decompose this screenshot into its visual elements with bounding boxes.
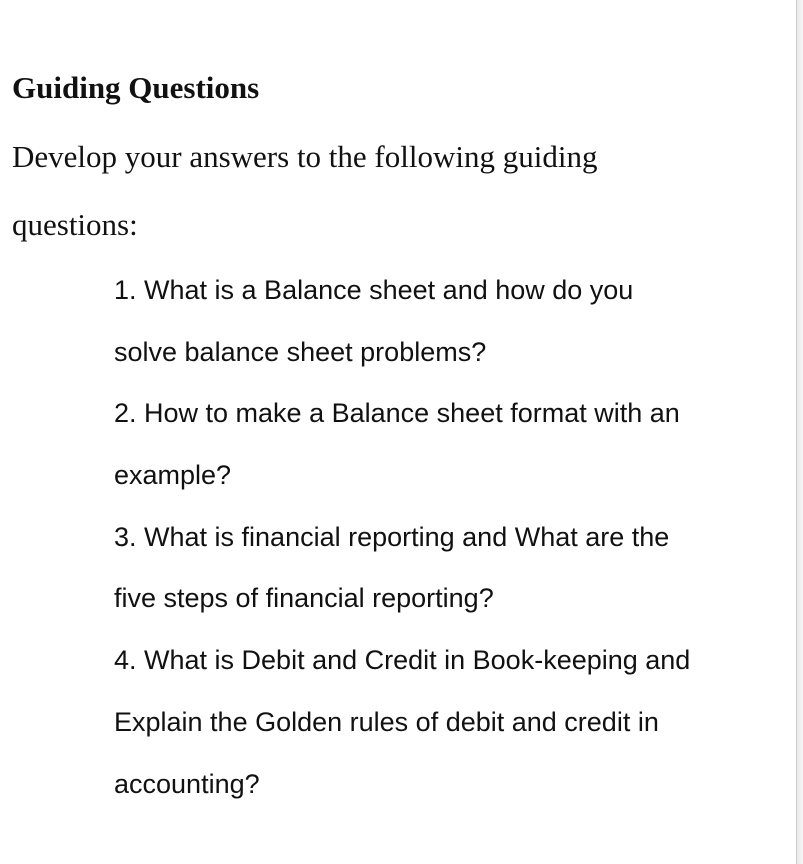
question-line: 3. What is financial reporting and What are the [114, 521, 670, 552]
question-line: Explain the Golden rules of debit and credit in [114, 706, 659, 737]
page-edge [797, 0, 803, 864]
intro-line: Develop your answers to the following guiding [12, 139, 598, 174]
question-list [114, 272, 794, 827]
question-line: 2. How to make a Balance sheet format with an [114, 398, 680, 429]
question-line: example? [114, 460, 232, 491]
page-title: Guiding Questions [12, 70, 260, 105]
question-line: five steps of financial reporting? [114, 583, 494, 614]
question-line: 4. What is Debit and Credit in Book-keeping and [114, 645, 691, 676]
question-item-2 [114, 395, 794, 518]
question-line: 1. What is a Balance sheet and how do you [114, 275, 634, 305]
intro-line: questions: [12, 207, 138, 242]
question-line: accounting? [114, 768, 260, 799]
intro-paragraph [12, 138, 712, 274]
question-item-4 [114, 642, 794, 827]
question-item-3 [114, 519, 794, 642]
question-line: solve balance sheet problems? [114, 336, 487, 367]
question-item-1 [114, 272, 794, 395]
